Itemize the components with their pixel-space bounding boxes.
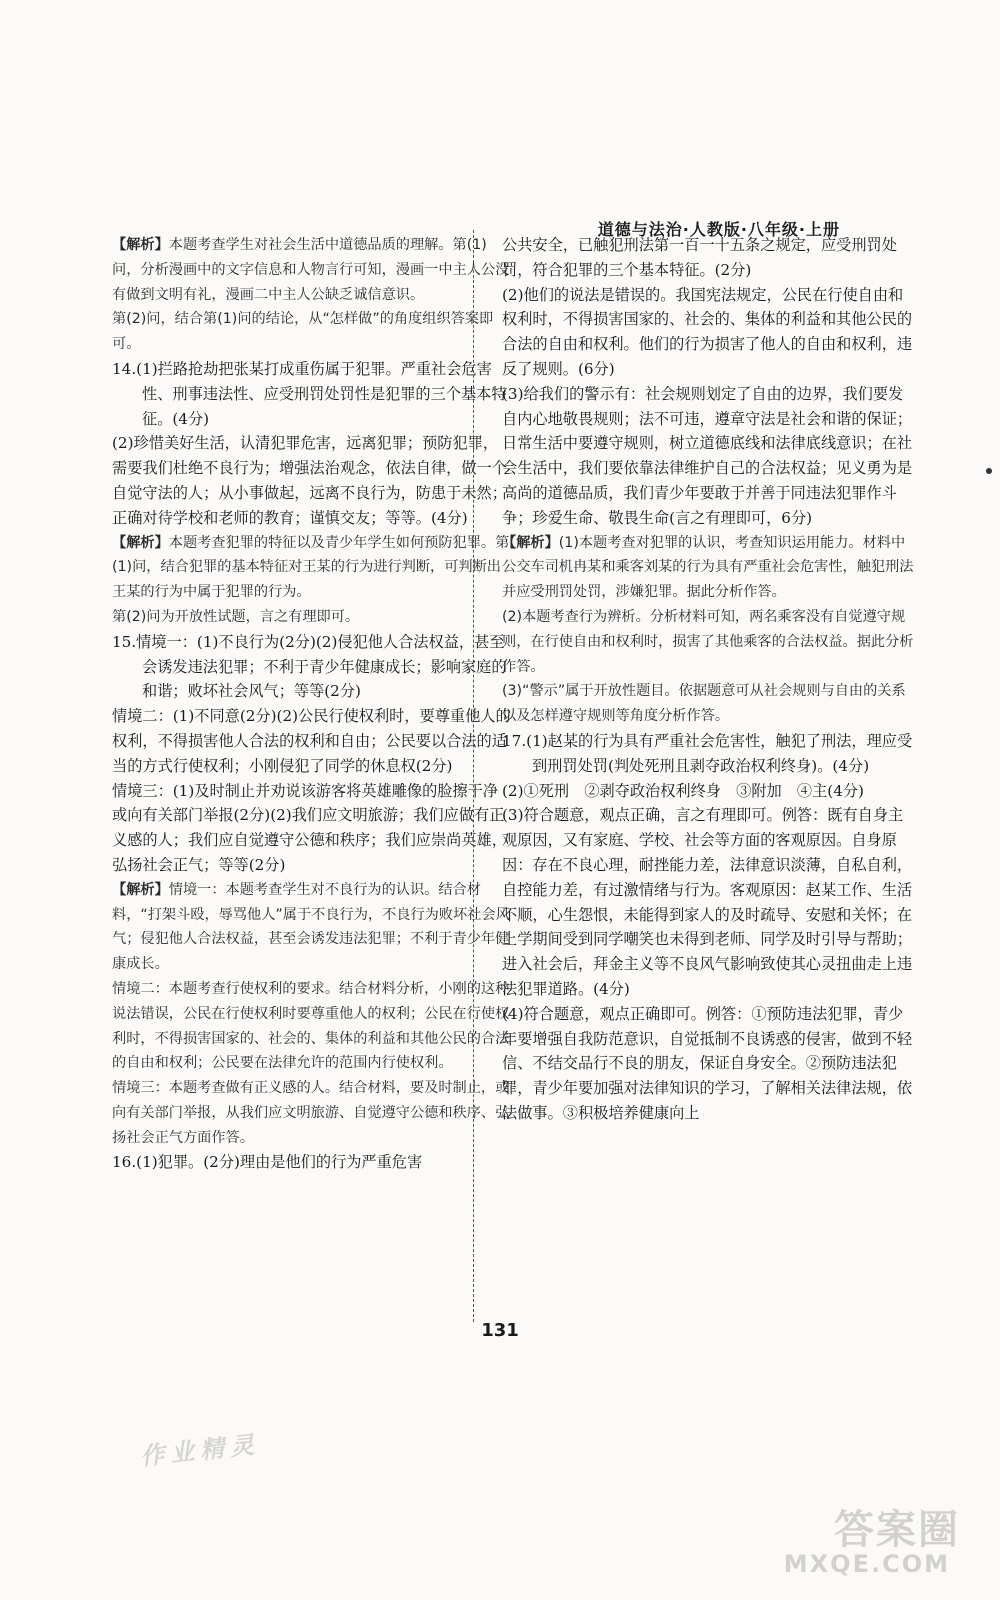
- analysis-paragraph: [112, 977, 512, 1076]
- paragraph-text: (4)符合题意，观点正确即可。例答：①预防违法犯罪，青少年要增强自我防范意识，自觉抵制不良诱惑的侵害，做到不轻信、不结交品行不良的朋友，保证自身安全。②预防违法犯罪，青少年要加强对法律知识的学习，了解相关法律法规，依法做事。③积极培养健康向上: [502, 1004, 913, 1122]
- paragraph-text: 本题考查学生对社会生活中道德品质的理解。第(1)问，分析漫画中的文字信息和人物言行可知，漫画一中主人公没有做到文明有礼，漫画二中主人公缺乏诚信意识。: [112, 237, 510, 303]
- paragraph-text: 第(2)问为开放性试题，言之有理即可。: [112, 608, 360, 625]
- column-divider: [473, 230, 474, 1322]
- analysis-tag: 【解析】: [112, 534, 169, 551]
- paragraph-text: 16.(1)犯罪。(2分)理由是他们的行为严重危害: [112, 1153, 423, 1172]
- paragraph-text: 14.(1)拦路抢劫把张某打成重伤属于犯罪。严重社会危害性、刑事违法性、应受刑罚处罚性是犯罪的三个基本特征。(4分): [112, 359, 507, 428]
- answer-paragraph: [112, 630, 512, 704]
- paragraph-text: 公共安全，已触犯刑法第一百一十五条之规定，应受刑罚处罚，符合犯罪的三个基本特征。(2分): [502, 236, 897, 279]
- answer-paragraph: [502, 283, 917, 382]
- paragraph-text: (3)“警示”属于开放性题目。依据题意可从社会规则与自由的关系以及怎样遵守规则等角度分析作答。: [502, 683, 906, 725]
- page-number: 131: [481, 1320, 519, 1341]
- answer-paragraph: [112, 431, 512, 530]
- scan-speck: [986, 468, 992, 474]
- paragraph-text: 17.(1)赵某的行为具有严重社会危害性，触犯了刑法，理应受到刑罚处罚(判处死刑且剥夺政治权利终身)。(4分): [502, 731, 913, 775]
- answer-paragraph: [502, 233, 917, 283]
- paragraph-text: (2)①死刑 ②剥夺政治权利终身 ③附加 ④主(4分): [502, 781, 864, 800]
- analysis-tag: 【解析】: [502, 534, 559, 551]
- paragraph-text: (2)珍惜美好生活，认清犯罪危害，远离犯罪；预防犯罪，需要我们杜绝不良行为；增强法治观念，依法自律，做一个自觉守法的人；从小事做起，远离不良行为，防患于未然；正确对待学校和老师的教育；谨慎交友；等等。(4分): [112, 434, 507, 527]
- watermark-url: MXQE.COM: [783, 1550, 950, 1578]
- paragraph-text: (3)符合题意，观点正确，言之有理即可。例答：既有自身主观原因，又有家庭、学校、社会等方面的客观原因。自身原因：存在不良心理，耐挫能力差，法律意识淡薄，自私自利，自控能力差，有过激情绪与行为。客观原因：赵某工作、生活不顺，心生怨恨，未能得到家人的及时疏导、安慰和关怀；在上学期间受到同学嘲笑也未得到老师、同学及时引导与帮助；进入社会后，拜金主义等不良风气影响致使其心灵扭曲走上违法犯罪道路。(4分): [502, 806, 913, 998]
- watermark-logo-text: 答案圈: [834, 1507, 960, 1553]
- answer-paragraph: [112, 357, 512, 431]
- answer-paragraph: [112, 1150, 512, 1175]
- faint-stamp: 作业精灵: [138, 1429, 262, 1471]
- analysis-paragraph: [502, 679, 917, 729]
- analysis-paragraph: [112, 605, 512, 630]
- answer-paragraph: [112, 779, 512, 878]
- answer-paragraph: [502, 779, 917, 804]
- right-column: [502, 233, 917, 1126]
- answer-paragraph: [502, 729, 917, 779]
- paragraph-text: (3)给我们的警示有：社会规则划定了自由的边界，我们要发自内心地敬畏规则；法不可违，遵章守法是社会和谐的保证；日常生活中要遵守规则，树立道德底线和法律底线意识；在社会生活中，我们要依靠法律维护自己的合法权益；见义勇为是高尚的道德品质，我们青少年要敢于并善于同违法犯罪作斗争；珍爱生命、敬畏生命(言之有理即可，6分): [502, 384, 913, 527]
- paragraph-text: (1)本题考查对犯罪的认识，考查知识运用能力。材料中公交车司机冉某和乘客刘某的行为具有严重社会危害性，触犯刑法并应受刑罚处罚，涉嫌犯罪。据此分析作答。: [502, 534, 914, 601]
- paragraph-text: 15.情境一：(1)不良行为(2分)(2)侵犯他人合法权益，甚至会诱发违法犯罪；不利于青少年健康成长；影响家庭的和谐；败坏社会风气；等等(2分): [112, 632, 507, 701]
- paragraph-text: 第(2)问，结合第(1)问的结论，从“怎样做”的角度组织答案即可。: [112, 311, 494, 353]
- analysis-paragraph: [112, 878, 512, 977]
- answer-paragraph: [112, 704, 512, 778]
- paragraph-text: 情境二：本题考查行使权利的要求。结合材料分析，小刚的这种说法错误，公民在行使权利时要尊重他人的权利；公民在行使权利时，不得损害国家的、社会的、集体的利益和其他公民的合法的自由和权利；公民要在法律允许的范围内行使权利。: [112, 980, 510, 1072]
- paragraph-text: (2)本题考查行为辨析。分析材料可知，两名乘客没有自觉遵守规则，在行使自由和权利时，损害了其他乘客的合法权益。据此分析作答。: [502, 608, 914, 675]
- analysis-paragraph: [502, 531, 917, 605]
- answer-paragraph: [502, 382, 917, 531]
- answer-paragraph: [502, 803, 917, 1001]
- paragraph-text: 情境一：本题考查学生对不良行为的认识。结合材料，“打架斗殴，辱骂他人”属于不良行为，不良行为败坏社会风气；侵犯他人合法权益，甚至会诱发违法犯罪；不利于青少年健康成长。: [112, 881, 510, 973]
- analysis-tag: 【解析】: [112, 881, 169, 898]
- analysis-paragraph: [112, 233, 512, 307]
- paragraph-text: 本题考查犯罪的特征以及青少年学生如何预防犯罪。第(1)问，结合犯罪的基本特征对王某的行为进行判断，可判断出王某的行为中属于犯罪的行为。: [112, 534, 510, 601]
- analysis-tag: 【解析】: [112, 237, 169, 253]
- left-column: [112, 233, 512, 1175]
- analysis-paragraph: [112, 307, 512, 357]
- paragraph-text: (2)他们的说法是错误的。我国宪法规定，公民在行使自由和权利时，不得损害国家的、社会的、集体的利益和其他公民的合法的自由和权利。他们的行为损害了他人的自由和权利，违反了规则。(6分): [502, 285, 913, 378]
- answer-paragraph: [502, 1002, 917, 1126]
- analysis-paragraph: [502, 605, 917, 679]
- analysis-paragraph: [112, 531, 512, 605]
- site-watermark: [760, 1498, 980, 1588]
- analysis-paragraph: [112, 1076, 512, 1150]
- paragraph-text: 情境三：本题考查做有正义感的人。结合材料，要及时制止，或向有关部门举报，从我们应文明旅游、自觉遵守公德和秩序、弘扬社会正气方面作答。: [112, 1080, 510, 1146]
- paragraph-text: 情境二：(1)不同意(2分)(2)公民行使权利时，要尊重他人的权利，不得损害他人合法的权利和自由；公民要以合法的适当的方式行使权利；小刚侵犯了同学的休息权(2分): [112, 707, 511, 775]
- running-header: 道德与法治·人教版·八年级·上册: [597, 220, 840, 239]
- paragraph-text: 情境三：(1)及时制止并劝说该游客将英雄雕像的脸擦干净或向有关部门举报(2分)(2)我们应文明旅游；我们应做有正义感的人；我们应自觉遵守公德和秩序；我们应崇尚英雄，弘扬社会正气；等等(2分): [112, 781, 507, 874]
